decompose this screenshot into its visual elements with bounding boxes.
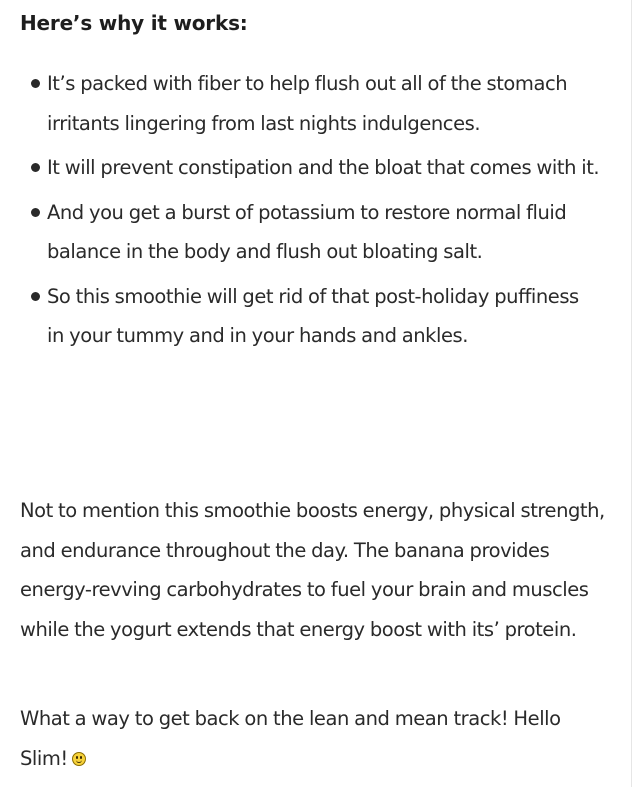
list-item-text: So this smoothie will get rid of that post-holiday puffiness in your tummy and in your hands and ankles. xyxy=(47,284,579,347)
closing-text: What a way to get back on the lean and mean track! Hello Slim! xyxy=(20,707,561,770)
list-item-text: And you get a burst of potassium to restore normal fluid balance in the body and flush out bloating salt. xyxy=(47,200,567,263)
list-item xyxy=(0,148,620,188)
section-heading: Here’s why it works: xyxy=(20,11,248,35)
grinning-face-icon xyxy=(72,752,86,766)
list-item-text: It’s packed with fiber to help flush out all of the stomach irritants lingering from last nights indulgences. xyxy=(47,72,568,135)
emoji-mouth xyxy=(76,759,82,763)
bullet-list xyxy=(0,64,620,361)
bullet-icon xyxy=(31,292,40,301)
body-paragraph: Not to mention this smoothie boosts energy, physical strength, and endurance throughout the day. The banana provides energy-revving carbohydrates to fuel your brain and muscles while the yogurt extends that energy boost with its’ protein. xyxy=(20,499,605,641)
bullet-icon xyxy=(31,208,40,217)
closing-paragraph xyxy=(20,699,610,778)
list-item xyxy=(0,193,620,272)
list-item xyxy=(0,64,620,143)
list-item xyxy=(0,277,620,356)
bullet-icon xyxy=(31,79,40,88)
list-item-text: It will prevent constipation and the bloat that comes with it. xyxy=(47,156,600,179)
bullet-icon xyxy=(31,163,40,172)
